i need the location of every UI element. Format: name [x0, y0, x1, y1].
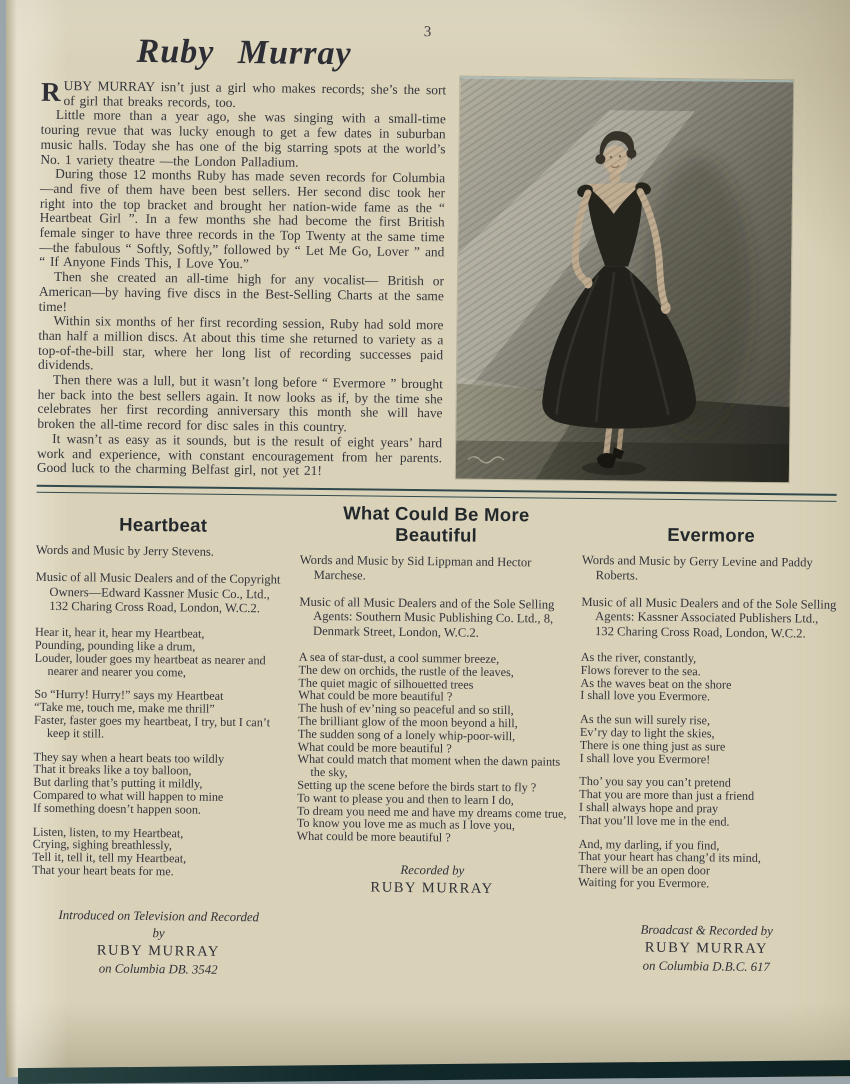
lyric-line: Listen, listen, to my Heartbeat,: [32, 824, 184, 840]
lyric-line: Setting up the scene before the birds start to fly ?: [297, 777, 537, 795]
song-recording-credit: [31, 906, 286, 979]
lyric-stanza: [34, 688, 289, 742]
lyric-line: What could be more beautiful ?: [297, 739, 452, 756]
lyric-line: Crying, sighing breathlessly,: [32, 837, 173, 853]
credit-line: Introduced on Television and Recorded: [58, 907, 260, 925]
song-title-line: Heartbeat: [119, 513, 208, 536]
lyric-line: As the sun will surely rise,: [579, 712, 711, 728]
song-title: [582, 523, 840, 547]
lyric-line: So “Hurry! Hurry!” says my Heartbeat: [34, 687, 224, 704]
credit-line: Broadcast & Recorded by: [640, 922, 773, 938]
lyric-line: That it breaks like a toy balloon,: [33, 762, 192, 778]
lyric-line: Faster, faster goes my heartbeat, I try, but I can’t keep it still.: [33, 712, 271, 741]
lyric-stanza: [32, 825, 287, 879]
lyric-line: Tell it, tell it, tell my Heartbeat,: [32, 849, 187, 866]
song-title-line: Evermore: [667, 523, 756, 546]
article-paragraph: Then there was a lull, but it wasn’t long before “ Evermore ” brought her back into the best sellers again. It now looks as if, by the time she celebrates her first recording anniversary this month she will have broken the all-time record for disc sales in this country.: [37, 371, 443, 435]
song-recording-credit: [577, 921, 836, 977]
article-paragraph: Within six months of her first recording session, Ruby had sold more than half a million discs. At about this time she returned to variety as a top-of-the-bill star, where her long list of recording successes paid dividends.: [37, 313, 444, 373]
lyric-line: I shall love you Evermore!: [579, 750, 711, 766]
song-title: [36, 513, 290, 537]
lyric-line: That you’ll love me in the end.: [578, 812, 730, 829]
song-publisher-credit: Music of all Music Dealers and of the Sole Selling Agents: Southern Music Publishing Co. Ltd., 8, Denmark Street, London, W.C.2.: [299, 594, 555, 640]
song-writers-credit: Words and Music by Gerry Levine and Paddy Roberts.: [581, 552, 813, 583]
lyric-stanza: [34, 626, 289, 680]
lyric-line: A sea of star-dust, a cool summer breeze,: [298, 649, 500, 666]
drop-cap: R: [40, 76, 61, 107]
lyric-line: Compared to what will happen to mine: [33, 787, 224, 804]
lyric-line: There is one thing just as sure: [579, 737, 726, 754]
lyric-line: The dew on orchids, the rustle of the leaves,: [298, 662, 514, 679]
lyric-line: The sudden song of a lonely whip-poor-will,: [297, 726, 516, 743]
article-paragraph: It wasn’t as easy as it sounds, but is the result of eight years’ hard work and experience, with constant encouragement from her parents. Good luck to the charming Belfast girl, not yet 21!: [36, 430, 443, 479]
ruby-murray-photo: [456, 77, 794, 483]
song-title: [300, 502, 572, 547]
lyric-stanza: [579, 775, 838, 829]
article-title: Ruby Murray: [136, 32, 352, 73]
lyric-stanza: [33, 750, 288, 817]
lyric-line: That your heart has chang’d its mind,: [578, 849, 762, 866]
photo-illustration: [456, 79, 794, 483]
lyric-line: That your heart beats for me.: [32, 862, 174, 879]
credit-line: Recorded by: [400, 862, 465, 878]
lyric-line: The brilliant glow of the moon beyond a hill,: [297, 713, 518, 731]
song-column-heartbeat: [31, 497, 290, 980]
lyric-line: What could match that moment when the dawn paints the sky,: [297, 752, 561, 780]
page-content: [31, 16, 842, 986]
lyric-line: But darling that’s putting it mildly,: [33, 774, 203, 791]
magazine-page: [6, 0, 850, 1077]
lyric-line: Louder, louder goes my heartbeat as nearer and nearer and nearer you come,: [34, 650, 266, 680]
song-recording-credit: [296, 861, 568, 900]
lyric-stanza: [578, 837, 837, 891]
lyric-line: I shall always hope and pray: [578, 799, 719, 816]
lyric-line: They say when a heart beats too wildly: [33, 749, 225, 766]
lyric-line: To dream you need me and have my dreams come true,: [296, 803, 567, 821]
song-publisher-credit: Music of all Music Dealers and of the Copyright Owners—Edward Kassner Music Co., Ltd., 132 Charing Cross Road, London, W.C.2.: [35, 569, 281, 616]
song-writers-credit: Words and Music by Sid Lippman and Hector Marchese.: [299, 552, 532, 583]
lyric-line: And, my darling, if you find,: [578, 836, 720, 853]
credit-line: on Columbia D.B.C. 617: [642, 958, 770, 974]
song-writers-credit: Words and Music by Jerry Stevens.: [35, 542, 215, 559]
lyric-line: Flows forever to the sea.: [580, 662, 701, 679]
credit-line: RUBY MURRAY: [644, 939, 769, 957]
credit-line: by: [152, 925, 165, 940]
article-paragraph: Little more than a year ago, she was singing with a small-time touring revue that was lucky enough to get a few dates in suburban music halls. Today she has one of the big starring spots at the world’s No. 1 variety theatre —the London Palladium.: [40, 107, 446, 170]
lyric-line: I shall love you Evermore.: [580, 688, 711, 704]
lyric-line: The quiet magic of silhouetted trees: [298, 675, 474, 692]
lyric-line: If something doesn’t happen soon.: [32, 800, 202, 817]
article: [37, 32, 842, 485]
lyric-line: What could be more beautiful ?: [296, 828, 451, 845]
lyric-line: “Take me, touch me, make me thrill”: [34, 699, 215, 716]
lyric-line: Hear it, hear it, hear my Heartbeat,: [34, 624, 205, 641]
lyric-line: To want to please you and then to learn I do,: [297, 790, 514, 807]
lyric-line: Ev’ry day to light the skies,: [579, 724, 715, 741]
lyric-line: Pounding, pounding like a drum,: [34, 637, 196, 654]
song-title-line: What Could Be More: [343, 502, 530, 526]
lyric-line: The hush of ev’ning so peaceful and so still,: [298, 700, 514, 718]
song-column-evermore: [577, 503, 840, 986]
lyric-line: Tho’ you say you can’t pretend: [579, 774, 731, 790]
song-title-line: Beautiful: [395, 523, 478, 546]
article-paragraph: Then she created an all-time high for any vocalist— British or American—by having five discs in the Best-Selling Charts at the same time!: [38, 269, 445, 314]
lyric-stanza: [580, 713, 839, 767]
song-columns: [31, 497, 836, 986]
lyric-line: There will be an open door: [578, 862, 711, 878]
article-paragraph: During those 12 months Ruby has made seven records for Columbia—and five of them have been best sellers. Her second disc took her right into the top bracket and brought her nation-wide fame as the “ Heartbeat Girl ”. In a few months she had become the first British female singer to have three records in the Top Twenty at the same time—the fabulous “ Softly, Softly,” followed by “ Let Me Go, Lover ” and “ If Anyone Finds This, I Love You.”: [39, 166, 446, 272]
song-column-what-could-be-more-beautiful: [292, 500, 575, 983]
credit-line: on Columbia DB. 3542: [98, 961, 218, 977]
lyric-stanza: [580, 651, 839, 705]
lyric-line: Waiting for you Evermore.: [578, 874, 710, 891]
lyric-line: As the waves beat on the shore: [580, 675, 732, 692]
credit-line: RUBY MURRAY: [370, 879, 494, 897]
credit-line: RUBY MURRAY: [96, 942, 221, 960]
song-publisher-credit: Music of all Music Dealers and of the Sole Selling Agents: Kassner Associated Publishers Ltd., 132 Charing Cross Road, London, W.C.2.: [581, 594, 837, 641]
lyric-stanza: [297, 651, 571, 846]
opening-text: UBY MURRAY isn’t just a girl who makes records; she’s the sort of girl that breaks records, too.: [63, 78, 447, 110]
lyric-line: To know you love me as much as I love you,: [296, 816, 516, 833]
lyric-line: What could be more beautiful ?: [298, 688, 453, 704]
lyric-line: As the river, constantly,: [580, 649, 697, 666]
lyric-line: That you are more than just a friend: [579, 787, 755, 804]
page-number: 3: [423, 24, 432, 41]
